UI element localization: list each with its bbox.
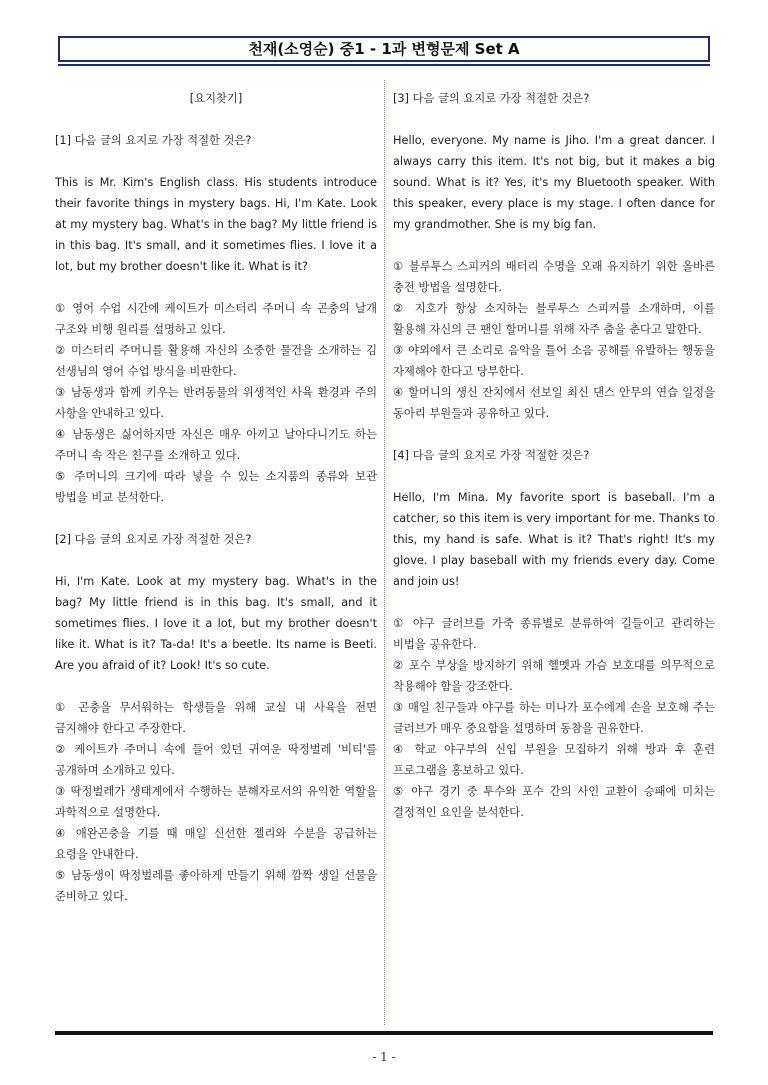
option-2-5: ⑤ 남동생이 딱정벌레를 좋아하게 만들기 위해 깜짝 생일 선물을 준비하고 있다. [55,869,377,903]
option-1-3: ③ 남동생과 함께 키우는 반려동물의 위생적인 사육 환경과 주의 사항을 안내하고 있다. [55,386,377,420]
option-4-3: ③ 매일 친구들과 야구를 하는 미나가 포수에게 손을 보호해 주는 글러브가 매우 중요함을 설명하며 동참을 권유한다. [393,701,715,735]
page-number: - 1 - [372,1050,396,1064]
option-1-1: ① 영어 수업 시간에 케이트가 미스터리 주머니 속 곤충의 날개 구조와 비행 원리를 설명하고 있다. [55,302,377,336]
passage-2: Hi, I'm Kate. Look at my mystery bag. What's in the bag? My little friend is in this bag. It's small, and it sometimes flies. I love it a lot, but my brother doesn't like it. What is it? Ta-da! It's a beetle. Its name is Beeti. Are you afraid of it? Look! It's so cute. [55,575,377,672]
title-underline [58,64,710,66]
options-2 [55,697,377,907]
option-1-2: ② 미스터리 주머니를 활용해 자신의 소중한 물건을 소개하는 김 선생님의 영어 수업 방식을 비판한다. [55,344,377,378]
option-2-1: ① 곤충을 무서워하는 학생들을 위해 교실 내 사육을 전면 금지해야 한다고 주장한다. [55,701,377,735]
option-4-1: ① 야구 글러브를 가죽 종류별로 분류하여 길들이고 관리하는 비법을 공유한다. [393,617,715,651]
question-2: [2] 다음 글의 요지로 가장 적절한 것은? [55,533,252,546]
question-1: [1] 다음 글의 요지로 가장 적절한 것은? [55,134,252,147]
question-4: [4] 다음 글의 요지로 가장 적절한 것은? [393,449,590,462]
option-1-5: ⑤ 주머니의 크기에 따라 넣을 수 있는 소지품의 종류와 보관 방법을 비교 분석한다. [55,470,377,504]
section-title: [요지찾기] [189,92,243,105]
passage-3: Hello, everyone. My name is Jiho. I'm a great dancer. I always carry this item. It's not big, but it makes a big sound. What is it? Yes, it's my Bluetooth speaker. With this speaker, every place is my stage. I often dance for my grandmother. She is my big fan. [393,134,715,231]
option-1-4: ④ 남동생은 싫어하지만 자신은 매우 아끼고 날아다니기도 하는 주머니 속 작은 친구를 소개하고 있다. [55,428,377,462]
question-3: [3] 다음 글의 요지로 가장 적절한 것은? [393,92,590,105]
option-2-3: ③ 딱정벌레가 생태계에서 수행하는 분해자로서의 유익한 역할을 과학적으로 설명한다. [55,785,377,819]
option-4-4: ④ 학교 야구부의 신입 부원을 모집하기 위해 방과 후 훈련 프로그램을 홍보하고 있다. [393,743,715,777]
options-1 [55,298,377,508]
option-3-3: ③ 야외에서 큰 소리로 음악을 틀어 소음 공해를 유발하는 행동을 자제해야 한다고 당부한다. [393,344,715,378]
column-divider [384,80,385,1025]
option-2-2: ② 케이트가 주머니 속에 들어 있던 귀여운 딱정벌레 '비티'를 공개하며 소개하고 있다. [55,743,377,777]
right-column [393,88,715,844]
options-3 [393,256,715,424]
page-title: 천재(소영순) 중1 - 1과 변형문제 Set A [58,36,710,62]
passage-1: This is Mr. Kim's English class. His students introduce their favorite things in mystery bags. Hi, I'm Kate. Look at my mystery bag. What's in the bag? My little friend is in this bag. It's small, and it sometimes flies. I love it a lot, but my brother doesn't like it. What is it? [55,176,377,273]
option-4-2: ② 포수 부상을 방지하기 위해 헬멧과 가슴 보호대를 의무적으로 착용해야 함을 강조한다. [393,659,715,693]
passage-4: Hello, I'm Mina. My favorite sport is baseball. I'm a catcher, so this item is very important for me. Thanks to this, my hand is safe. What is it? That's right! It's my glove. I play baseball with my friends every day. Come and join us! [393,491,715,588]
left-column [55,88,377,928]
option-3-2: ② 지호가 항상 소지하는 블루투스 스피커를 소개하며, 이를 활용해 자신의 큰 팬인 할머니를 위해 자주 춤을 춘다고 말한다. [393,302,715,336]
option-4-5: ⑤ 야구 경기 중 투수와 포수 간의 사인 교환이 승패에 미치는 결정적인 요인을 분석한다. [393,785,715,819]
footer-rule [55,1031,713,1035]
option-2-4: ④ 애완곤충을 기를 때 매일 신선한 젤리와 수분을 공급하는 요령을 안내한다. [55,827,377,861]
option-3-1: ① 블루투스 스피커의 배터리 수명을 오래 유지하기 위한 올바른 충전 방법을 설명한다. [393,260,715,294]
option-3-4: ④ 할머니의 생신 잔치에서 선보일 최신 댄스 안무의 연습 일정을 동아리 부원들과 공유하고 있다. [393,386,715,420]
options-4 [393,613,715,823]
